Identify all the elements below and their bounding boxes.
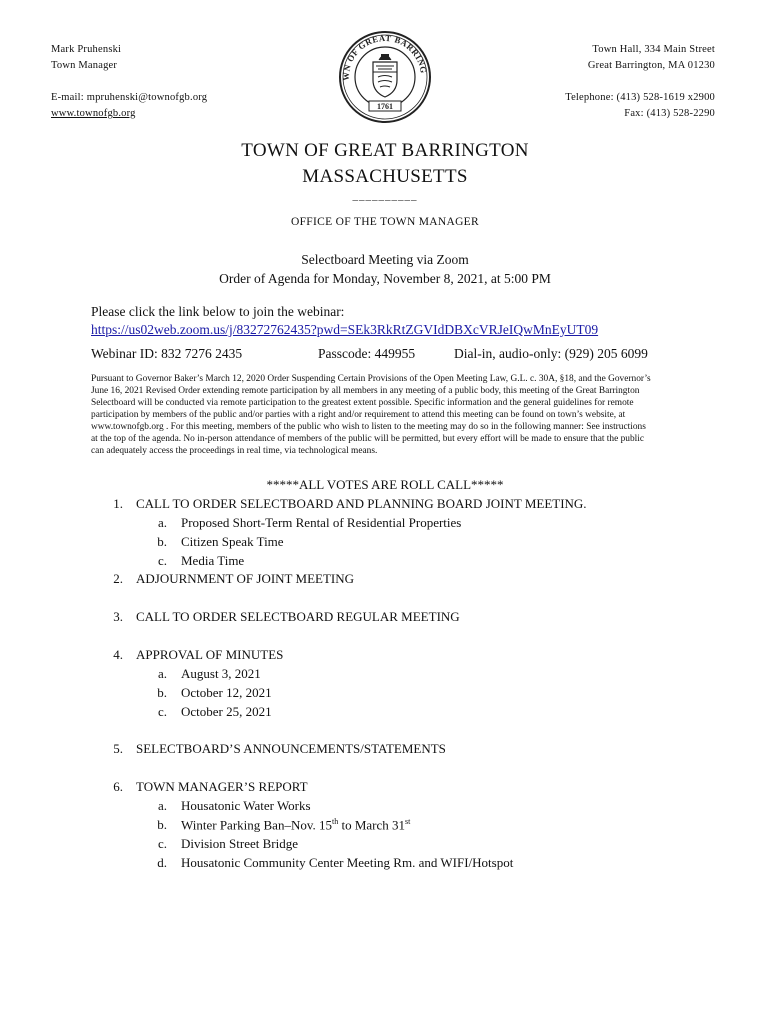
page-title: TOWN OF GREAT BARRINGTON — [241, 140, 529, 161]
town-hall-address: Town Hall, 334 Main Street — [592, 44, 715, 55]
roll-call-note: *****ALL VOTES ARE ROLL CALL***** — [266, 477, 504, 492]
email-line: E-mail: mpruhenski@townofgb.org — [51, 92, 208, 103]
office-heading: OFFICE OF THE TOWN MANAGER — [291, 216, 479, 228]
notice-line: can adequately access the proceedings in real time, via technological means. — [91, 446, 378, 456]
zoom-link[interactable]: https://us02web.zoom.us/j/83272762435?pwd=SEk3RkRtZGVIdDBXcVRJeIQwMnEyUT09 — [91, 322, 599, 337]
manager-name: Mark Pruhenski — [51, 44, 122, 55]
webinar-passcode: Passcode: 449955 — [318, 346, 416, 361]
manager-title: Town Manager — [51, 60, 118, 71]
webinar-prompt: Please click the link below to join the webinar: — [91, 304, 345, 319]
website-link[interactable]: www.townofgb.org — [51, 108, 136, 119]
seal-year: 1761 — [377, 102, 393, 111]
agenda-list: 1. CALL TO ORDER SELECTBOARD AND PLANNING BOARD JOINT MEETING. a. Proposed Short-Term Rental of Residential Properties b. Citizen Speak Time c. Media Time 2. ADJOURNMENT OF JOINT MEETING 3. CALL TO ORDER SELECTBOARD REGULAR MEETING 4. APPROVAL OF MINUTES a. August 3, 2021 b. October 12, 2021 c. October 25, 2021 5. SELECTBOARD’S ANNOUNCEMENTS/STATEMENTS 6. TOWN MANAGER’S REPORT a. Housatonic Water Works b. Winter Parking Ban–Nov. 15th to March 31st c. Division Street Bridge d. Housatonic Community Center Meeting Rm. and WIFI/Hotspot — [113, 496, 587, 870]
notice-line: Pursuant to Governor Baker’s March 12, 2020 Order Suspending Certain Provisions of the Open Meeting Law, G.L. c. 30A, §18, and the Governor’s — [91, 374, 651, 384]
title-divider: __________ — [352, 190, 418, 202]
town-city-zip: Great Barrington, MA 01230 — [587, 60, 715, 71]
webinar-id: Webinar ID: 832 7276 2435 — [91, 346, 243, 361]
seal-ring-text: WN OF GREAT BARRING — [340, 32, 429, 81]
meeting-type: Selectboard Meeting via Zoom — [301, 252, 469, 267]
notice-line: participation by members of the public and/or parties with a right and/or requirement to attend this meeting can be found on town’s website, at — [91, 410, 626, 420]
dial-in-number: Dial-in, audio-only: (929) 205 6099 — [454, 346, 648, 361]
notice-line: June 16, 2021 Revised Order extending remote participation by all members in any meeting of a public body, this meeting of the Great Barrington — [91, 386, 640, 396]
page-subtitle: MASSACHUSETTS — [302, 166, 468, 187]
notice-line: www.townofgb.org . For this meeting, members of the public who wish to listen to the meeting may do so in the following manner: See instructions — [91, 422, 646, 432]
telephone-line: Telephone: (413) 528-1619 x2900 — [565, 92, 715, 103]
notice-line: Selectboard will be conducted via remote participation to the greatest extent possible. Specific information and the general guidelines for remote — [91, 398, 634, 408]
notice-line: at the top of the agenda. No in-person attendance of members of the public will be permitted, but every effort will be made to ensure that the public — [91, 434, 645, 444]
fax-line: Fax: (413) 528-2290 — [624, 108, 715, 119]
meeting-date: Order of Agenda for Monday, November 8, 2021, at 5:00 PM — [219, 271, 551, 286]
